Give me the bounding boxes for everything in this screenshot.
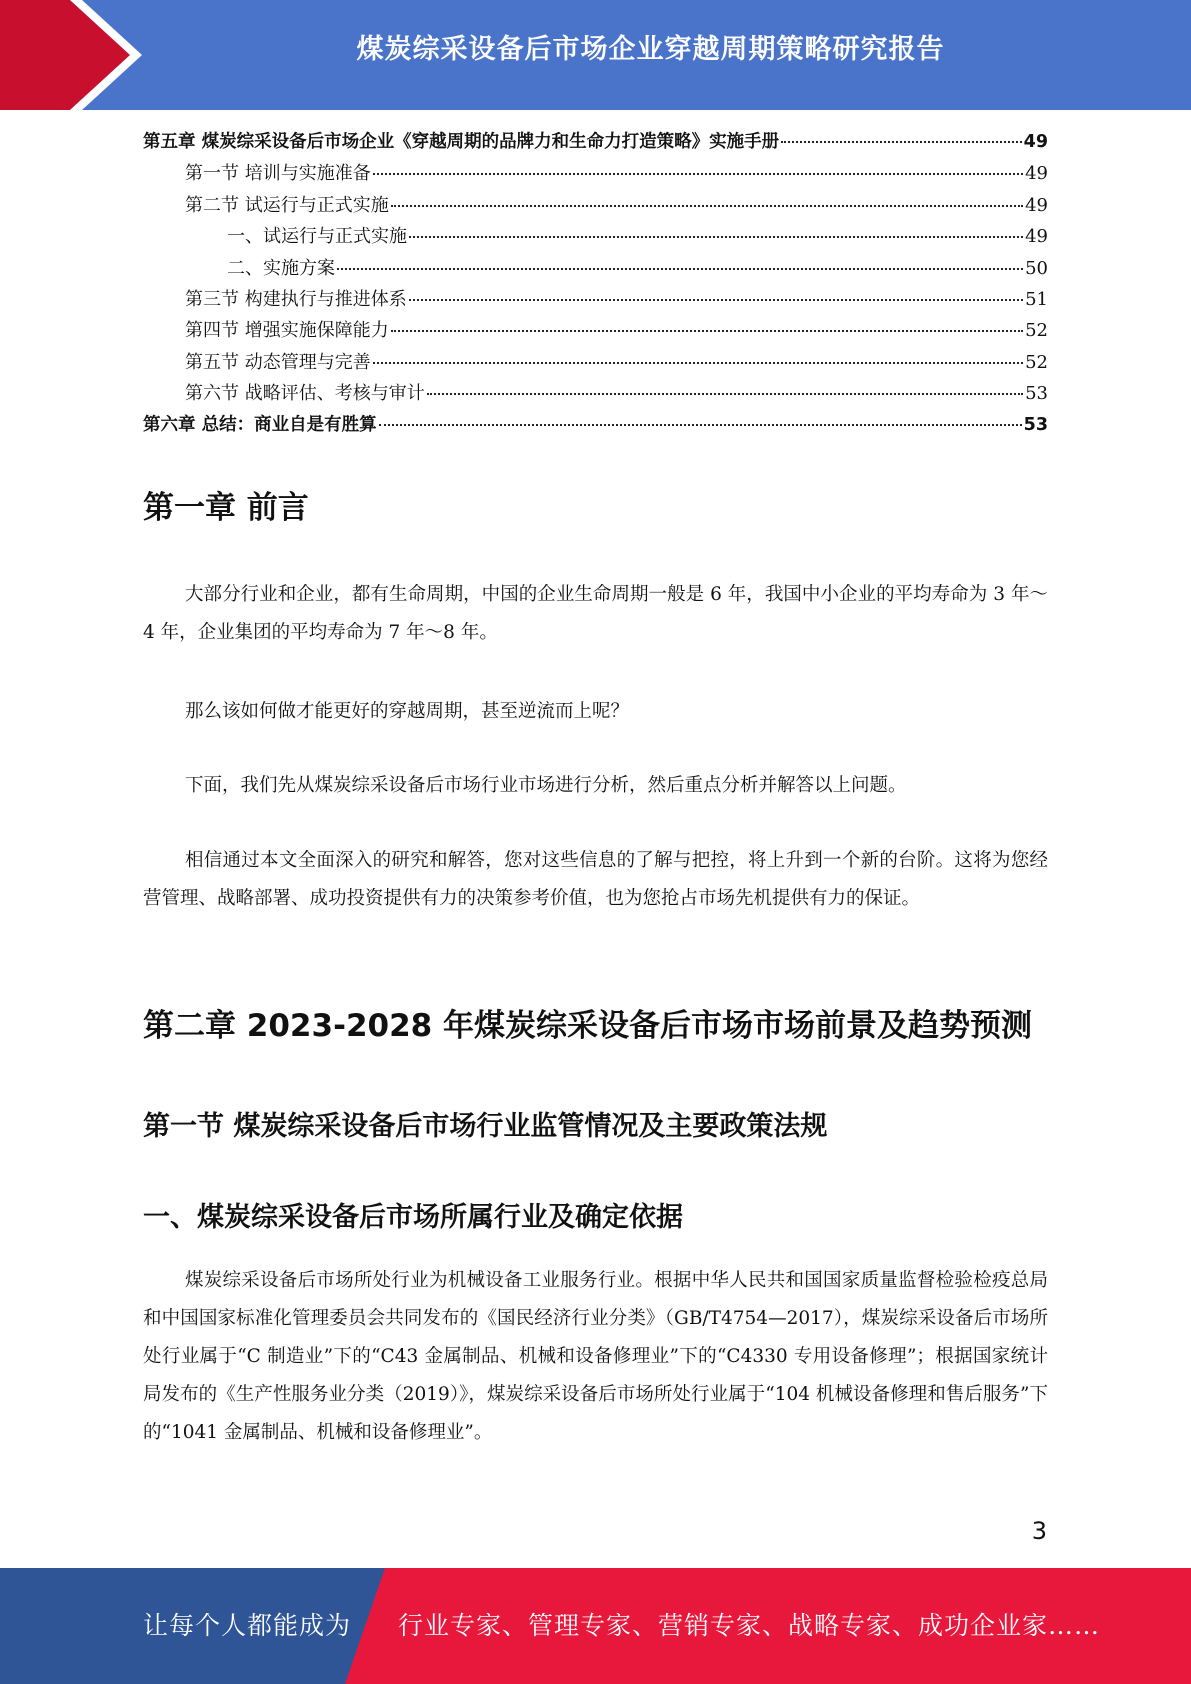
toc-entry-page: 49 (1025, 226, 1048, 248)
toc-entry[interactable] (143, 159, 1048, 190)
toc-entry-page: 53 (1023, 414, 1048, 435)
subsection-title: 一、煤炭综采设备后市场所属行业及确定依据 (143, 1202, 683, 1233)
toc-entry[interactable] (143, 254, 1048, 285)
chapter-2-paragraph: 煤炭综采设备后市场所处行业为机械设备工业服务行业。根据中华人民共和国国家质量监督检验检疫总局和中国国家标准化管理委员会共同发布的《国民经济行业分类》（GB/T4754—2017），煤炭综采设备后市场所处行业属于“C 制造业”下的“C43 金属制品、机械和设备修理业”下的“C4330 专用设备修理”；根据国家统计局发布的《生产性服务业分类（2019）》，煤炭综采设备后市场所处行业属于“104 机械设备修理和售后服务”下的“1041 金属制品、机械和设备修理业”。 (143, 1270, 1048, 1443)
footer-slogan-left: 让每个人都能成为 (143, 1611, 352, 1640)
toc-entry-label: 第五章 煤炭综采设备后市场企业《穿越周期的品牌力和生命力打造策略》实施手册 (143, 132, 780, 152)
toc-entry-label: 二、实施方案 (227, 257, 335, 279)
toc-entry-page: 51 (1025, 288, 1048, 310)
toc-leader-dots (409, 299, 1023, 301)
toc-entry[interactable] (143, 348, 1048, 379)
toc-leader-dots (373, 362, 1023, 364)
toc-entry[interactable] (143, 379, 1048, 410)
page-header (0, 0, 1191, 110)
toc-entry-page: 49 (1025, 163, 1048, 185)
toc-leader-dots (781, 141, 1022, 143)
toc-entry-label: 一、试运行与正式实施 (227, 226, 407, 248)
toc-entry-page: 52 (1025, 320, 1048, 342)
toc-entry[interactable] (143, 128, 1048, 159)
toc-leader-dots (391, 330, 1023, 332)
toc-entry[interactable] (143, 411, 1048, 442)
page-number: 3 (1031, 1517, 1047, 1545)
chapter-1-paragraph: 那么该如何做才能更好的穿越周期，甚至逆流而上呢？ (185, 701, 630, 722)
chapter-1-paragraph: 下面，我们先从煤炭综采设备后市场行业市场进行分析，然后重点分析并解答以上问题。 (185, 775, 907, 796)
toc-entry-label: 第二节 试运行与正式实施 (185, 194, 389, 216)
toc-entry-page: 52 (1025, 351, 1048, 373)
red-chevron-logo (0, 0, 160, 110)
page-footer (0, 1568, 1191, 1684)
toc-entry-label: 第六章 总结：商业自是有胜算 (143, 414, 377, 435)
section-title: 第一节 煤炭综采设备后市场行业监管情况及主要政策法规 (143, 1111, 828, 1142)
toc-leader-dots (391, 205, 1023, 207)
chapter-2-title: 第二章 2023-2028 年煤炭综采设备后市场市场前景及趋势预测 (143, 1008, 1033, 1044)
toc-entry-page: 49 (1023, 132, 1048, 152)
toc-entry[interactable] (143, 222, 1048, 253)
chapter-1-title: 第一章 前言 (143, 490, 309, 526)
toc-leader-dots (409, 236, 1023, 238)
toc-leader-dots (379, 424, 1022, 426)
toc-entry[interactable] (143, 316, 1048, 347)
toc-entry-page: 50 (1025, 257, 1048, 279)
toc-entry-page: 53 (1025, 383, 1048, 405)
toc-entry-label: 第六节 战略评估、考核与审计 (185, 383, 425, 405)
toc-entry-label: 第三节 构建执行与推进体系 (185, 288, 407, 310)
report-title: 煤炭综采设备后市场企业穿越周期策略研究报告 (356, 34, 945, 65)
toc-leader-dots (337, 268, 1023, 270)
toc-entry-label: 第一节 培训与实施准备 (185, 163, 371, 185)
footer-slogan-right: 行业专家、管理专家、营销专家、战略专家、成功企业家…… (398, 1611, 1101, 1640)
table-of-contents (143, 128, 1048, 442)
toc-leader-dots (373, 173, 1023, 175)
toc-entry[interactable] (143, 191, 1048, 222)
toc-entry[interactable] (143, 285, 1048, 316)
chapter-1-paragraph: 大部分行业和企业，都有生命周期，中国的企业生命周期一般是 6 年，我国中小企业的平均寿命为 3 年～4 年，企业集团的平均寿命为 7 年～8 年。 (143, 584, 1048, 643)
toc-entry-label: 第五节 动态管理与完善 (185, 351, 371, 373)
chapter-1-paragraph: 相信通过本文全面深入的研究和解答，您对这些信息的了解与把控，将上升到一个新的台阶。这将为您经营管理、战略部署、成功投资提供有力的决策参考价值，也为您抢占市场先机提供有力的保证。 (143, 850, 1048, 909)
toc-entry-page: 49 (1025, 194, 1048, 216)
toc-leader-dots (427, 393, 1023, 395)
toc-entry-label: 第四节 增强实施保障能力 (185, 320, 389, 342)
